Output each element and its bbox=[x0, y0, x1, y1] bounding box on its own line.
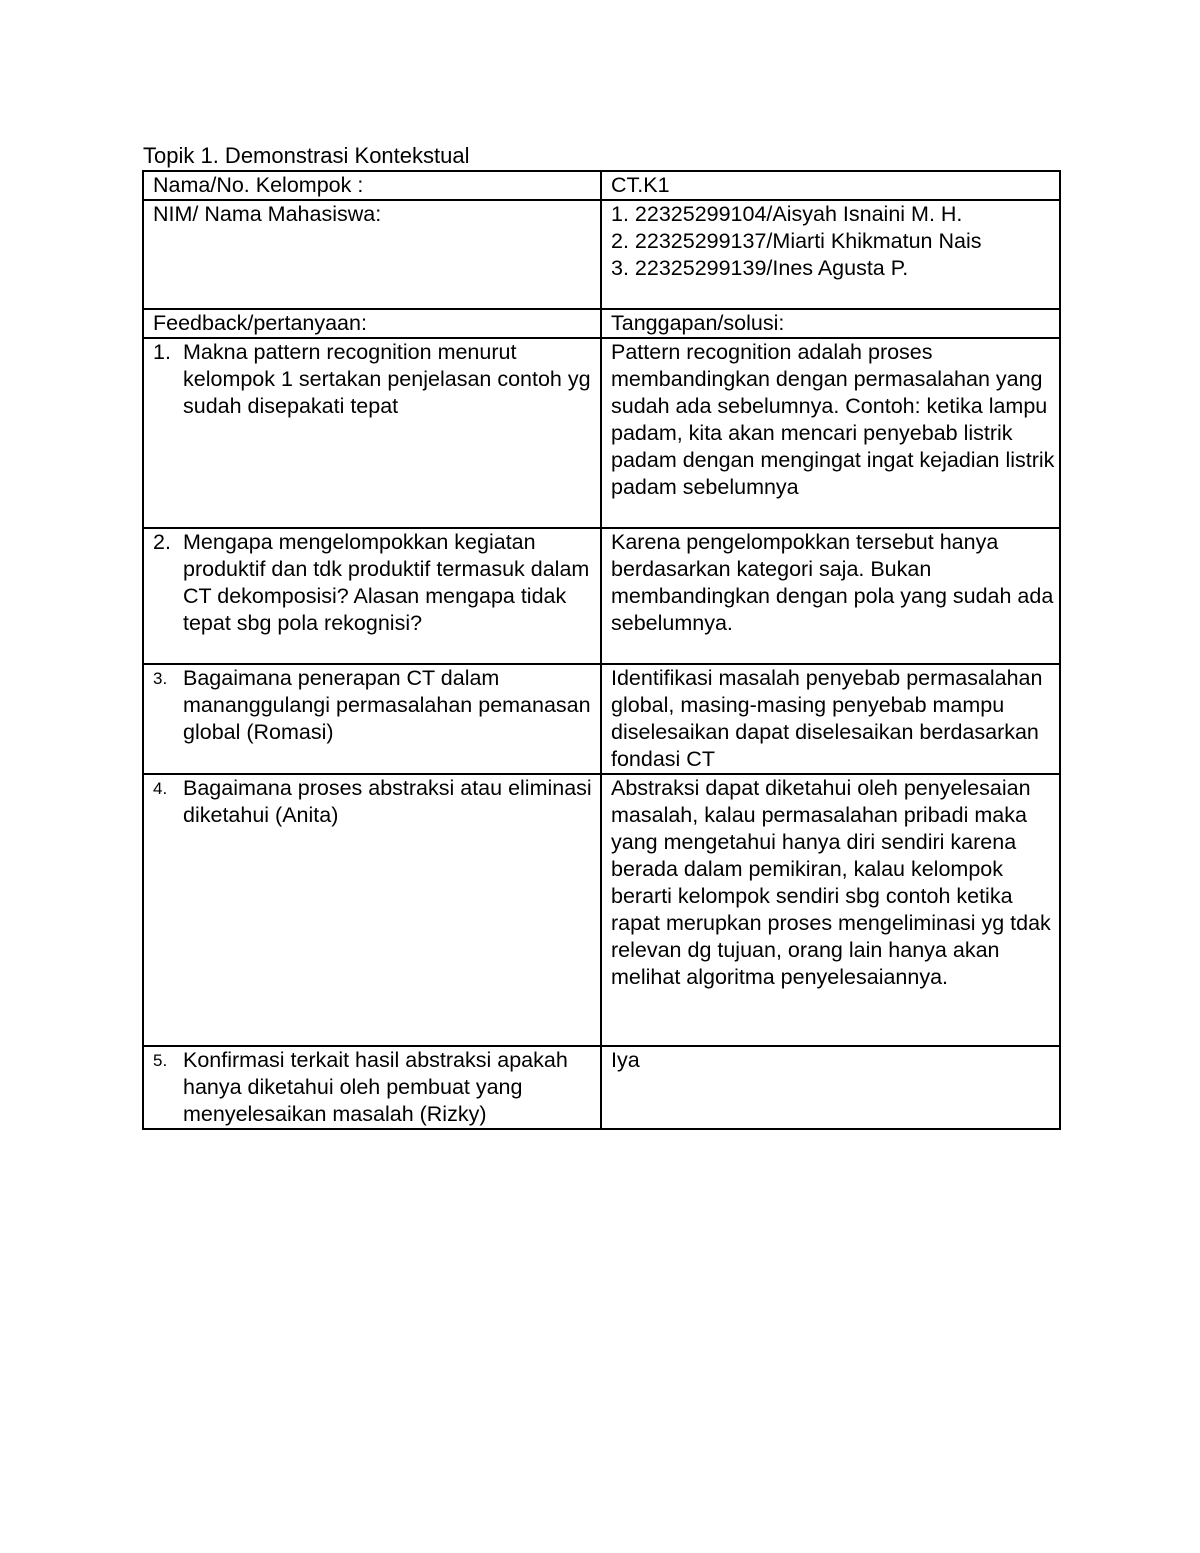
question-cell bbox=[143, 664, 601, 774]
group-label: Nama/No. Kelompok : bbox=[143, 171, 601, 200]
student-entry: 3. 22325299139/Ines Agusta P. bbox=[611, 256, 909, 280]
answer-cell: Identifikasi masalah penyebab permasalahan global, masing-masing penyebab mampu diselesaikan dapat diselesaikan berdasarkan fondasi CT bbox=[601, 664, 1060, 774]
students-list bbox=[601, 200, 1060, 309]
student-entry: 2. 22325299137/Miarti Khikmatun Nais bbox=[611, 229, 982, 253]
group-row bbox=[143, 171, 1060, 200]
question-number: 2. bbox=[153, 530, 171, 554]
answer-cell: Karena pengelompokkan tersebut hanya berdasarkan kategori saja. Bukan membandingkan dengan pola yang sudah ada sebelumnya. bbox=[601, 528, 1060, 664]
table-row bbox=[143, 1046, 1060, 1129]
question-number: 5. bbox=[153, 1051, 168, 1070]
question-number: 4. bbox=[153, 779, 168, 798]
question-cell bbox=[143, 528, 601, 664]
question-cell bbox=[143, 338, 601, 528]
question-text: Bagaimana penerapan CT dalam mananggulangi permasalahan pemanasan global (Romasi) bbox=[183, 666, 591, 744]
table-row bbox=[143, 774, 1060, 1046]
feedback-table bbox=[142, 170, 1061, 1130]
question-text: Konfirmasi terkait hasil abstraksi apakah hanya diketahui oleh pembuat yang menyelesaikan masalah (Rizky) bbox=[183, 1048, 568, 1126]
table-row bbox=[143, 338, 1060, 528]
answer-cell: Iya bbox=[601, 1046, 1060, 1129]
question-cell bbox=[143, 1046, 601, 1129]
student-entry: 1. 22325299104/Aisyah Isnaini M. H. bbox=[611, 202, 963, 226]
table-row bbox=[143, 664, 1060, 774]
question-cell bbox=[143, 774, 601, 1046]
question-text: Bagaimana proses abstraksi atau eliminasi diketahui (Anita) bbox=[183, 776, 592, 827]
question-text: Mengapa mengelompokkan kegiatan produktif dan tdk produktif termasuk dalam CT dekomposisi? Alasan mengapa tidak tepat sbg pola rekognisi? bbox=[183, 530, 590, 635]
answer-cell: Pattern recognition adalah proses membandingkan dengan permasalahan yang sudah ada sebelumnya. Contoh: ketika lampu padam, kita akan mencari penyebab listrik padam dengan mengingat ingat kejadian listrik padam sebelumnya bbox=[601, 338, 1060, 528]
question-text: Makna pattern recognition menurut kelompok 1 sertakan penjelasan contoh yg sudah disepakati tepat bbox=[183, 340, 591, 418]
answer-cell: Abstraksi dapat diketahui oleh penyelesaian masalah, kalau permasalahan pribadi maka yang mengetahui hanya diri sendiri karena berada dalam pemikiran, kalau kelompok berarti kelompok sendiri sbg contoh ketika rapat merupkan proses mengeliminasi yg tdak relevan dg tujuan, orang lain hanya akan melihat algoritma penyelesaiannya. bbox=[601, 774, 1060, 1046]
group-value: CT.K1 bbox=[601, 171, 1060, 200]
document-title: Topik 1. Demonstrasi Kontekstual bbox=[143, 143, 470, 168]
question-number: 1. bbox=[153, 340, 171, 364]
feedback-column-header: Feedback/pertanyaan: bbox=[143, 309, 601, 338]
question-number: 3. bbox=[153, 669, 168, 688]
students-label: NIM/ Nama Mahasiswa: bbox=[143, 200, 601, 309]
students-row bbox=[143, 200, 1060, 309]
table-row bbox=[143, 528, 1060, 664]
column-header-row bbox=[143, 309, 1060, 338]
response-column-header: Tanggapan/solusi: bbox=[601, 309, 1060, 338]
